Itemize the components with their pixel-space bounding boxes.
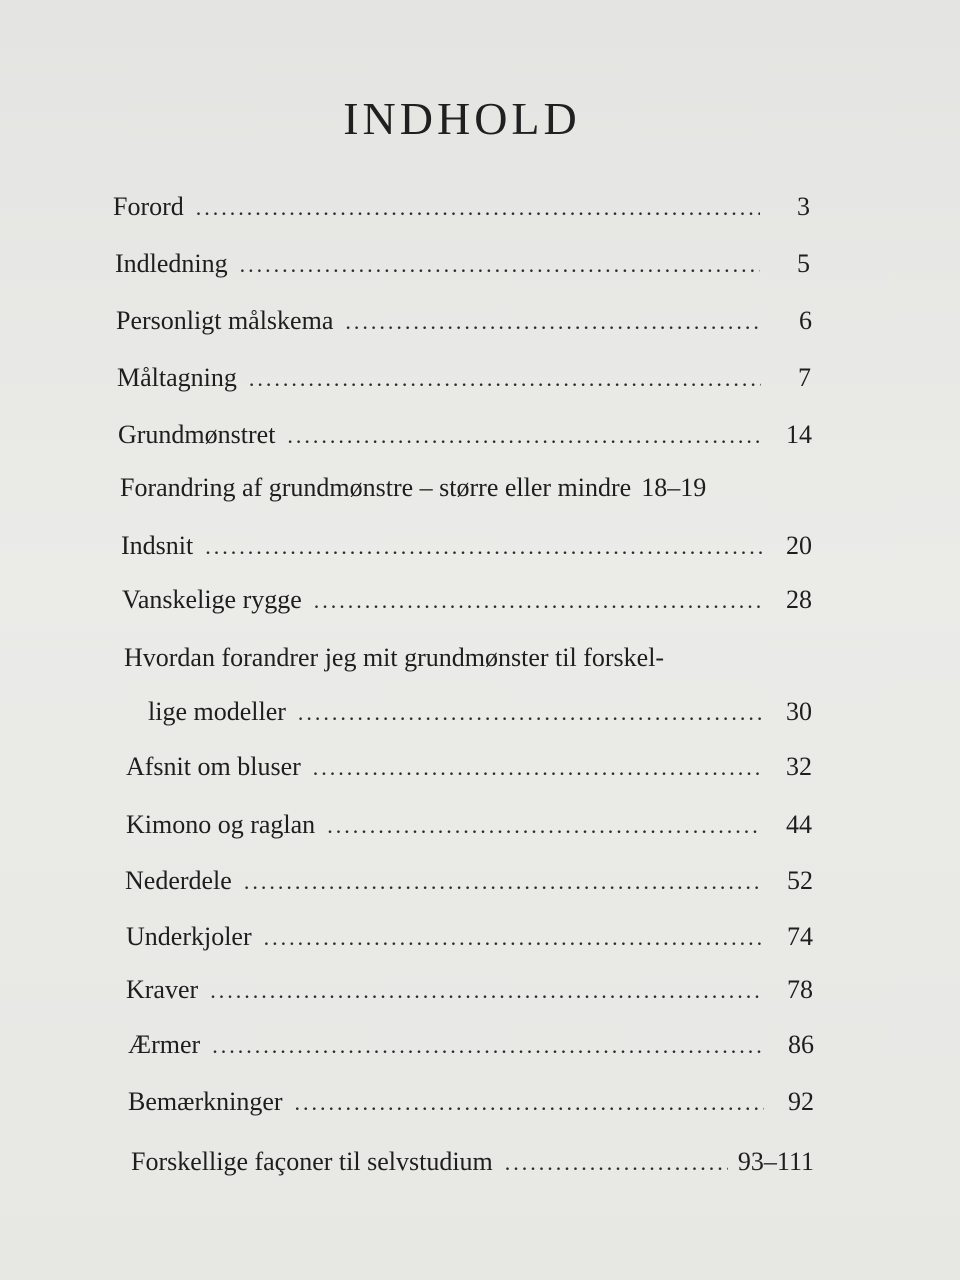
toc-entry — [113, 192, 810, 222]
toc-entry-page: 28 — [786, 585, 812, 614]
toc-entry-label: Kimono og raglan — [126, 810, 316, 839]
toc-entry — [120, 473, 812, 503]
toc-entry-page: 52 — [787, 866, 813, 895]
toc-entry-label: Kraver — [126, 975, 199, 1004]
dot-leader — [505, 1150, 728, 1176]
dot-leader — [298, 700, 762, 726]
toc-entry-page: 30 — [786, 697, 812, 726]
toc-entry — [126, 975, 813, 1005]
dot-leader — [314, 588, 762, 614]
toc-entry-label: Vanskelige rygge — [122, 585, 302, 614]
toc-entry-page: 32 — [786, 752, 812, 781]
toc-entry-label: Forskellige façoner til selvstudium — [131, 1147, 493, 1176]
toc-entry-label: Ærmer — [128, 1030, 201, 1059]
toc-entry-page: 92 — [788, 1087, 814, 1116]
toc-entry-label: Nederdele — [125, 866, 232, 895]
toc-entry — [128, 1030, 814, 1060]
toc-entry-page: 14 — [786, 420, 812, 449]
toc-entry-label: Underkjoler — [126, 922, 252, 951]
toc-entry — [118, 420, 812, 450]
toc-entry-page: 86 — [788, 1030, 814, 1059]
toc-entry — [126, 922, 813, 952]
dot-leader — [327, 813, 762, 839]
toc-entry — [117, 363, 811, 393]
dot-leader — [249, 366, 761, 392]
dot-leader — [313, 755, 762, 781]
toc-entry-page: 3 — [797, 192, 810, 221]
toc-entry-label: Bemærkninger — [128, 1087, 283, 1116]
dot-leader — [205, 534, 762, 560]
dot-leader — [196, 195, 760, 221]
toc-entry-page: 78 — [787, 975, 813, 1004]
toc-entry-label: Grundmønstret — [118, 420, 276, 449]
page-title: INDHOLD — [343, 93, 581, 144]
toc-entry — [128, 1087, 814, 1117]
toc-entry-label: Personligt målskema — [116, 306, 334, 335]
toc-entry-page: 74 — [787, 922, 813, 951]
toc-entry-label: lige modeller — [148, 697, 286, 726]
toc-entry-label: Forandring af grundmønstre – større eller mindre — [120, 473, 632, 502]
toc-entry-page: 18–19 — [641, 473, 707, 502]
toc-entry — [126, 810, 812, 840]
toc-entry-label: Afsnit om bluser — [126, 752, 301, 781]
toc-entry-line1 — [124, 643, 814, 673]
toc-entry — [116, 306, 812, 336]
toc-entry — [125, 866, 813, 896]
toc-entry — [148, 697, 812, 727]
toc-entry-label: Forord — [113, 192, 184, 221]
toc-entry — [121, 531, 812, 561]
toc-entry-page: 7 — [798, 363, 811, 392]
dot-leader — [287, 423, 762, 449]
toc-entry-page: 93–111 — [737, 1147, 814, 1176]
dot-leader — [345, 309, 762, 335]
dot-leader — [244, 869, 763, 895]
toc-entry — [126, 752, 812, 782]
toc-entry-page: 44 — [786, 810, 812, 839]
dot-leader — [240, 252, 760, 278]
toc-entry-label: Måltagning — [117, 363, 237, 392]
toc-entry-page: 20 — [786, 531, 812, 560]
toc-entry-page: 6 — [799, 306, 812, 335]
toc-entry-label: Indledning — [115, 249, 228, 278]
toc-entry-page: 5 — [797, 249, 810, 278]
dot-leader — [212, 1033, 764, 1059]
dot-leader — [210, 978, 763, 1004]
toc-entry-label: Hvordan forandrer jeg mit grundmønster til forskel- — [124, 643, 665, 672]
toc-entry — [131, 1147, 814, 1177]
dot-leader — [295, 1090, 764, 1116]
toc-entry-label: Indsnit — [121, 531, 194, 560]
toc-entry — [122, 585, 812, 615]
toc-entry — [115, 249, 810, 279]
dot-leader — [264, 925, 763, 951]
